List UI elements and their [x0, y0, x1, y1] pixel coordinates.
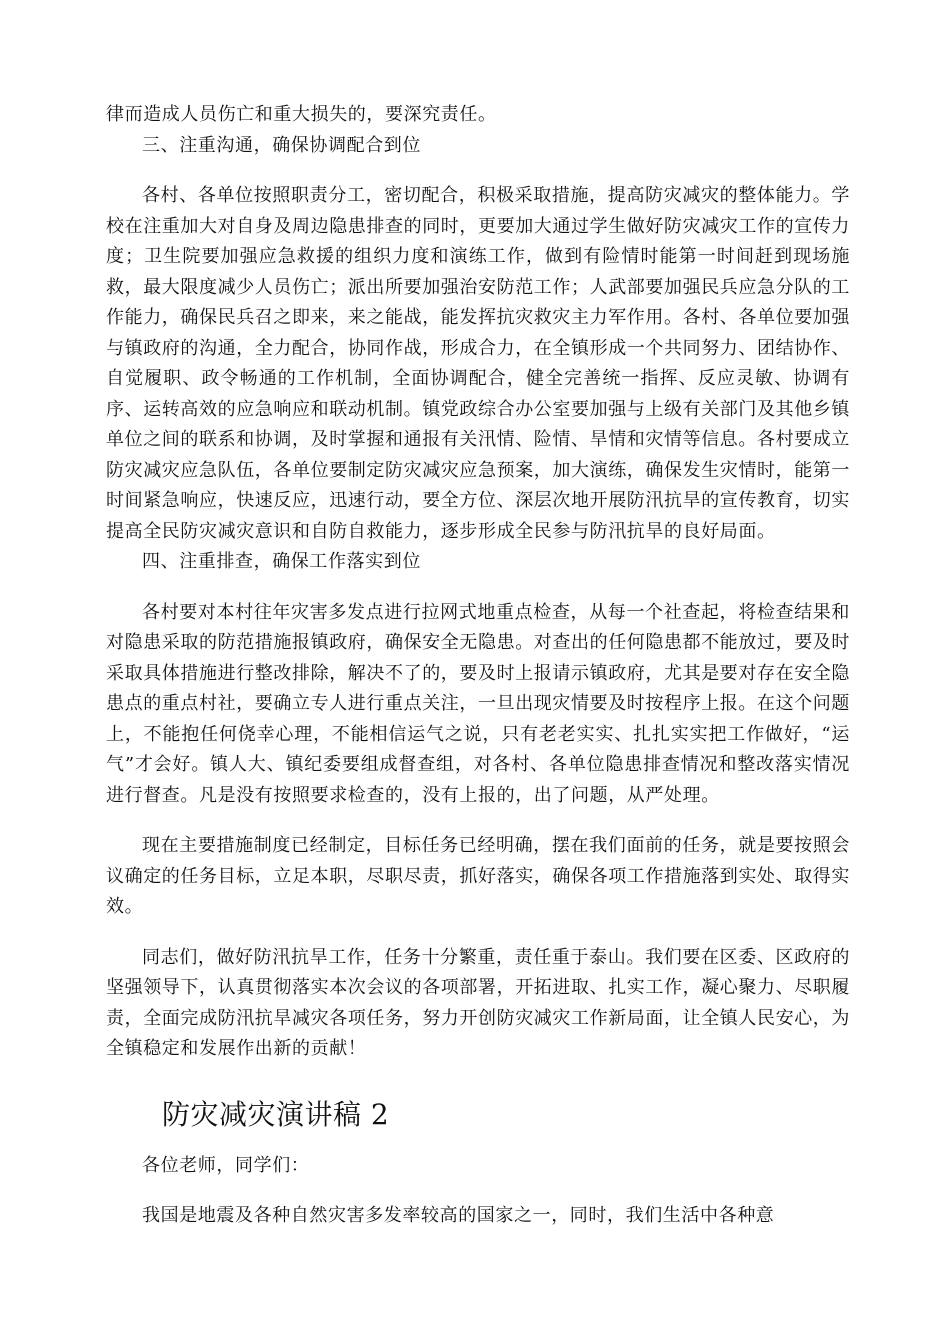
speech-2-opening-paragraph: 我国是地震及各种自然灾害多发率较高的国家之一，同时，我们生活中各种意: [142, 1205, 775, 1226]
section-4-body: 各村要对本村往年灾害多发点进行拉网式地重点检查，从每一个社查起，将检查结果和对隐患采取的防范措施报镇政府，确保安全无隐患。对查出的任何隐患都不能放过，要及时采取具体措施进行整改排除，解决不了的，要及时上报请示镇政府，尤其是要对存在安全隐患点的重点村社，要确立专人进行重点关注，一旦出现灾情要及时按程序上报。在这个问题上，不能抱任何侥幸心理，不能相信运气之说，只有老老实实、扎扎实实把工作做好，“运气”才会好。镇人大、镇纪委要组成督查组，对各村、各单位隐患排查情况和整改落实情况进行督查。凡是没有按照要求检查的，没有上报的，出了问题，从严处理。: [106, 601, 850, 806]
section-3-body: 各村、各单位按照职责分工，密切配合，积极采取措施，提高防灾减灾的整体能力。学校在注重加大对自身及周边隐患排查的同时，更要加大通过学生做好防灾减灾工作的宣传力度；卫生院要加强应急救援的组织力度和演练工作，做到有险情时能第一时间赶到现场施救，最大限度减少人员伤亡；派出所要加强治安防范工作；人武部要加强民兵应急分队的工作能力，确保民兵召之即来，来之能战，能发挥抗灾救灾主力军作用。各村、各单位要加强与镇政府的沟通，全力配合，协同作战，形成合力，在全镇形成一个共同努力、团结协作、自觉履职、政令畅通的工作机制，全面协调配合，健全完善统一指挥、反应灵敏、协调有序、运转高效的应急响应和联动机制。镇党政综合办公室要加强与上级有关部门及其他乡镇单位之间的联系和协调，及时掌握和通报有关汛情、险情、旱情和灾情等信息。各村要成立防灾减灾应急队伍，各单位要制定防灾减灾应急预案，加大演练，确保发生灾情时，能第一时间紧急响应，快速反应，迅速行动，要全方位、深层次地开展防汛抗旱的宣传教育，切实提高全民防灾减灾意识和自防自救能力，逐步形成全民参与防汛抗旱的良好局面。: [106, 185, 850, 542]
continuation-paragraph: 律而造成人员伤亡和重大损失的，要深究责任。: [106, 104, 497, 125]
closing-paragraph-2: 同志们，做好防汛抗旱工作，任务十分繁重，责任重于泰山。我们要在区委、区政府的坚强领导下，认真贯彻落实本次会议的各项部署，开拓进取、扎实工作，凝心聚力、尽职履责，全面完成防汛抗旱减灾各项任务，努力开创防灾减灾工作新局面，让全镇人民安心，为全镇稳定和发展作出新的贡献！: [106, 946, 850, 1059]
closing-paragraph-1: 现在主要措施制度已经制定，目标任务已经明确，摆在我们面前的任务，就是要按照会议确定的任务目标，立足本职，尽职尽责，抓好落实，确保各项工作措施落到实处、取得实效。: [106, 835, 850, 917]
section-3-heading: 三、注重沟通，确保协调配合到位: [142, 134, 421, 156]
section-4-heading: 四、注重排查，确保工作落实到位: [142, 551, 421, 572]
speech-2-title: 防灾减灾演讲稿 2: [162, 1097, 390, 1131]
document-page: [106, 100, 850, 1232]
speech-2-salutation: 各位老师，同学们：: [142, 1154, 310, 1176]
